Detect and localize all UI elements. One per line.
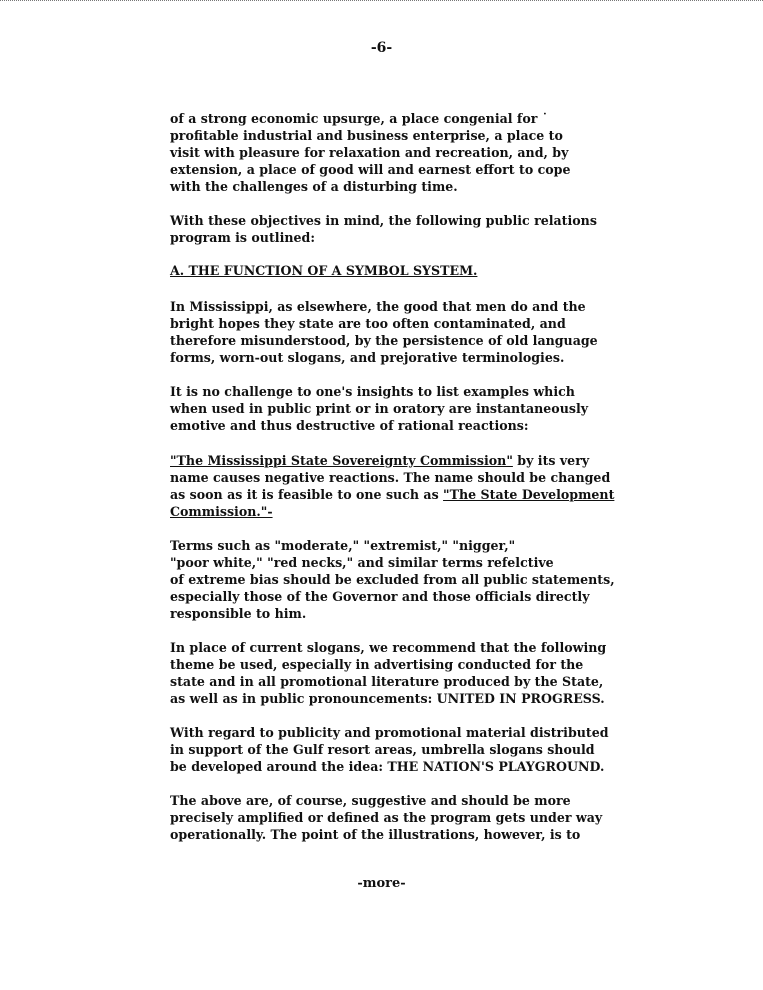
- text-line: in support of the Gulf resort areas, umbrella slogans should: [170, 742, 595, 757]
- text-line: precisely amplified or defined as the program gets under way: [170, 810, 603, 825]
- page-number: -6-: [370, 40, 393, 56]
- paragraph-3: [170, 298, 650, 366]
- text-run: by its very: [512, 453, 590, 468]
- paragraph-6: [170, 537, 650, 622]
- text-line: With regard to publicity and promotional material distributed: [170, 725, 609, 740]
- text-line: "poor white," "red necks," and similar terms refelctive: [170, 555, 554, 570]
- text-line: with the challenges of a disturbing time.: [170, 179, 458, 194]
- text-line: [170, 486, 650, 503]
- text-run: as soon as it is feasible to one such as: [170, 487, 444, 502]
- paragraph-7: [170, 639, 650, 707]
- text-line: when used in public print or in oratory are instantaneously: [170, 401, 589, 416]
- paragraph-5: [170, 452, 650, 520]
- paragraph-4: [170, 383, 650, 434]
- text-line: operationally. The point of the illustrations, however, is to: [170, 827, 581, 842]
- text-line: In Mississippi, as elsewhere, the good that men do and the: [170, 299, 586, 314]
- text-line: extension, a place of good will and earnest effort to cope: [170, 162, 571, 177]
- text-line: as well as in public pronouncements: UNITED IN PROGRESS.: [170, 691, 605, 706]
- text-line: profitable industrial and business enterprise, a place to: [170, 128, 563, 143]
- paragraph-8: [170, 724, 650, 775]
- text-line: emotive and thus destructive of rational reactions:: [170, 418, 529, 433]
- text-line: [170, 452, 650, 469]
- section-heading: [170, 262, 650, 279]
- paragraph-2: [170, 212, 650, 246]
- text-line: Terms such as "moderate," "extremist," "nigger,": [170, 538, 516, 553]
- text-line: With these objectives in mind, the following public relations: [170, 213, 597, 228]
- text-line: therefore misunderstood, by the persistence of old language: [170, 333, 598, 348]
- text-line: name causes negative reactions. The name should be changed: [170, 470, 611, 485]
- text-line: theme be used, especially in advertising conducted for the: [170, 657, 584, 672]
- top-edge-line: [0, 0, 763, 5]
- text-line: forms, worn-out slogans, and prejorative terminologies.: [170, 350, 565, 365]
- paragraph-9: [170, 792, 650, 843]
- text-line: The above are, of course, suggestive and should be more: [170, 793, 571, 808]
- text-line: state and in all promotional literature produced by the State,: [170, 674, 604, 689]
- text-line: program is outlined:: [170, 230, 315, 245]
- text-line: bright hopes they state are too often contaminated, and: [170, 316, 566, 331]
- text-line: It is no challenge to one's insights to list examples which: [170, 384, 575, 399]
- text-line: be developed around the idea: THE NATION'S PLAYGROUND.: [170, 759, 605, 774]
- text-line: responsible to him.: [170, 606, 307, 621]
- text-line: of extreme bias should be excluded from all public statements,: [170, 572, 615, 587]
- proposed-name-underlined: "The State Development: [443, 487, 615, 502]
- more-footer: -more-: [357, 876, 406, 891]
- text-line: visit with pleasure for relaxation and recreation, and, by: [170, 145, 569, 160]
- text-line: of a strong economic upsurge, a place congenial for ˙: [170, 111, 549, 126]
- text-line: In place of current slogans, we recommend that the following: [170, 640, 607, 655]
- text-line: [170, 503, 650, 520]
- section-heading-text: A. THE FUNCTION OF A SYMBOL SYSTEM.: [170, 263, 478, 278]
- text-line: especially those of the Governor and those officials directly: [170, 589, 590, 604]
- paragraph-1: [170, 110, 650, 195]
- proposed-name-underlined-cont: Commission."-: [170, 504, 273, 519]
- commission-name-underlined: "The Mississippi State Sovereignty Commission": [170, 453, 513, 468]
